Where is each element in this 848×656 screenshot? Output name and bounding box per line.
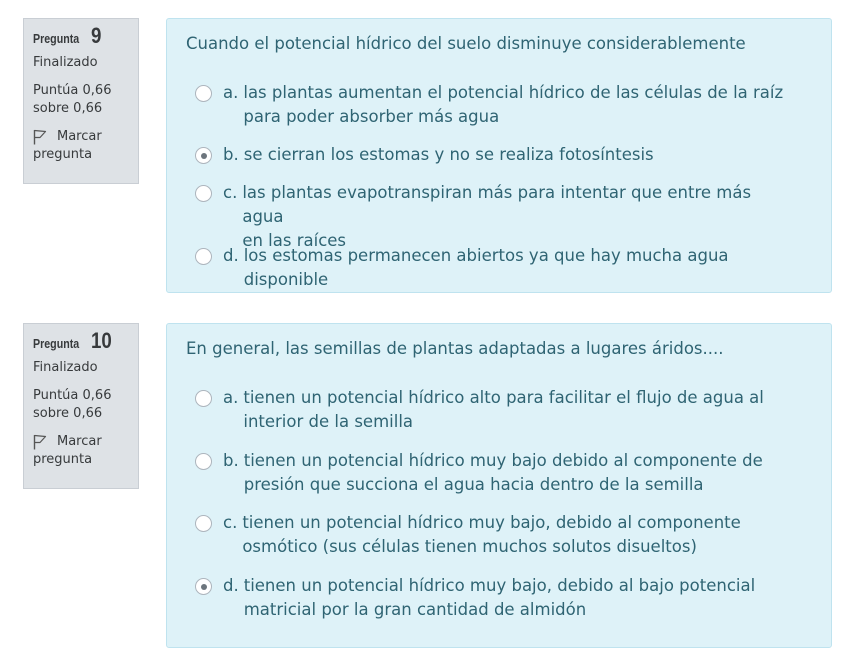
question-grade: Puntúa 0,66 sobre 0,66 [33,83,112,116]
flag-label: Marcar [57,129,102,144]
radio-button-selected[interactable] [195,147,212,164]
radio-button[interactable] [195,390,212,407]
question-state: Finalizado [33,360,98,375]
question-info [23,18,139,184]
flag-outline-icon [33,129,47,145]
question-info [23,323,139,489]
radio-button[interactable] [195,185,212,202]
question-state: Finalizado [33,55,98,70]
answer-option-d[interactable]: d. tienen un potencial hídrico muy bajo, debido al bajo potencial matricial por la gran cantidad de almidón [195,574,795,622]
question-text: En general, las semillas de plantas adaptadas a lugares áridos.... [186,339,724,358]
radio-button-selected[interactable] [195,578,212,595]
flag-question-link[interactable]: Marcar pregunta [33,434,102,467]
answer-option-a[interactable]: a. las plantas aumentan el potencial hídrico de las células de la raíz para poder absorber más agua [195,81,795,129]
answer-option-d[interactable]: d. los estomas permanecen abiertos ya que hay mucha agua disponible [195,244,795,292]
answer-option-a[interactable]: a. tienen un potencial hídrico alto para facilitar el flujo de agua al interior de la semilla [195,386,795,434]
radio-button[interactable] [195,515,212,532]
flag-question-link[interactable]: Marcar pregunta [33,129,102,162]
question-text: Cuando el potencial hídrico del suelo disminuye considerablemente [186,34,746,53]
flag-outline-icon [33,434,47,450]
answer-option-b[interactable]: b. tienen un potencial hídrico muy bajo debido al componente de presión que succiona el agua hacia dentro de la semilla [195,449,795,497]
question-content [166,18,832,293]
question-content [166,323,832,648]
answer-option-c[interactable]: c. las plantas evapotranspiran más para intentar que entre más agua en las raíces [195,181,795,253]
answer-option-c[interactable]: c. tienen un potencial hídrico muy bajo, debido al componente osmótico (sus células tienen muchos solutos disueltos) [195,511,795,559]
question-number: Pregunta 10 [33,328,112,353]
answer-option-b[interactable]: b. se cierran los estomas y no se realiza fotosíntesis [195,143,795,167]
radio-button[interactable] [195,453,212,470]
question-grade: Puntúa 0,66 sobre 0,66 [33,388,112,421]
radio-button[interactable] [195,248,212,265]
flag-label: Marcar [57,434,102,449]
question-number: Pregunta 9 [33,23,102,48]
radio-button[interactable] [195,85,212,102]
